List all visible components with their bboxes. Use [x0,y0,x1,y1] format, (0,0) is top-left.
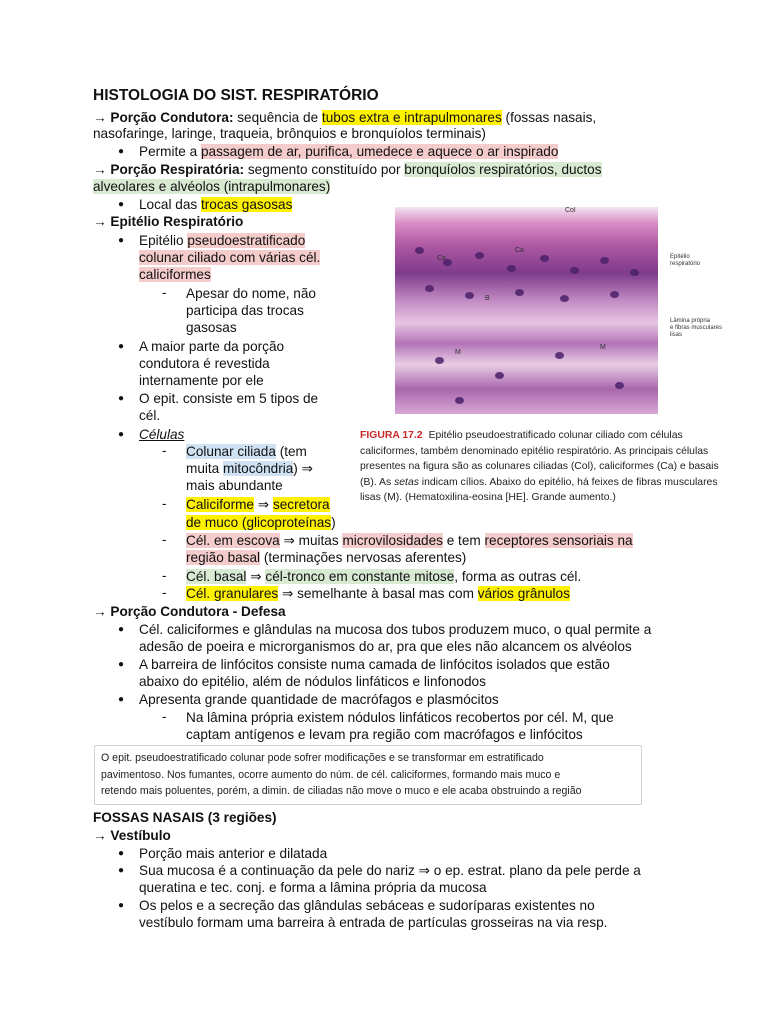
bullet-icon: ● [118,900,125,911]
dash-marker: - [162,709,167,724]
figure-label-m: M [600,344,606,351]
text-line: Na lâmina própria existem nódulos linfáticos recobertos por cél. M, que [186,710,614,725]
section-heading: → Epitélio Respiratório [93,214,244,229]
text-line: Cél. basal ⇒ cél-tronco em constante mitose, forma as outras cél. [186,569,582,584]
bullet-icon: ● [118,624,125,635]
cell-nucleus [600,257,609,264]
figure-label-ca: Ca [515,247,524,254]
figure-label-b: B [485,295,490,302]
cell-nucleus [425,285,434,292]
section-heading: FOSSAS NASAIS (3 regiões) [93,810,277,825]
text-line: caliciformes [139,267,211,282]
cell-nucleus [455,397,464,404]
figure-side-label [670,318,722,339]
dash-marker: - [162,585,167,600]
text-line: Células [139,427,185,442]
bullet-icon: ● [118,865,125,876]
text-line: Apesar do nome, não [186,286,316,301]
text-line: vestíbulo formam uma barreira à entrada de partículas grosseiras na via resp. [139,915,608,930]
figure-side-label-line: Lâmina própria [670,318,711,324]
cell-nucleus [507,265,516,272]
text-line: colunar ciliado com várias cél. [139,250,321,265]
caption-line: presentes na figura são as colunares ciliadas (Col), caliciformes (Ca) e basais [360,461,719,472]
text-line: Permite a passagem de ar, purifica, umedece e aquece o ar inspirado [139,144,559,159]
cell-nucleus [495,372,504,379]
bullet-icon: ● [118,235,125,246]
figure-side-label-line: e fibras musculares [670,325,723,331]
bullet-icon: ● [118,341,125,352]
dash-marker: - [162,496,167,511]
bullet-icon: ● [118,199,125,210]
text-line: mais abundante [186,478,283,493]
cell-nucleus [555,352,564,359]
text-line: queratina e tec. conj. e forma a lâmina própria da mucosa [139,880,487,895]
text-line: condutora é revestida [139,356,270,371]
bullet-icon: ● [118,694,125,705]
text-line: Colunar ciliada (tem [186,444,307,459]
text-line: A barreira de linfócitos consiste numa camada de linfócitos isolados que estão [139,657,610,672]
cell-nucleus [560,295,569,302]
text-line: Local das trocas gasosas [139,197,293,212]
cell-nucleus [630,269,639,276]
figure-label-ca: Ca [437,255,446,262]
text-line: adesão de poeira e microrganismos do ar, pra que eles não alcancem os alvéolos [139,639,632,654]
page-title: HISTOLOGIA DO SIST. RESPIRATÓRIO [93,87,379,104]
note-line: retendo mais poluentes, porém, a dimin. de ciliadas não move o muco e ele acaba obstruindo a região [101,785,582,797]
note-box [94,745,642,805]
cell-nucleus [570,267,579,274]
note-line: O epit. pseudoestratificado colunar pode sofrer modificações e se transformar em estratificado [101,752,544,764]
text-line: nasofaringe, laringe, traqueia, brônquios e bronquíolos terminais) [93,126,486,141]
text-line: Porção mais anterior e dilatada [139,846,328,861]
text-line: A maior parte da porção [139,339,285,354]
text-line: Epitélio pseudoestratificado [139,233,306,248]
cell-nucleus [465,292,474,299]
text-line: Cél. granulares ⇒ semelhante à basal mas com vários grânulos [186,586,570,601]
section-heading: → Porção Condutora - Defesa [93,604,286,619]
text-line: gasosas [186,320,237,335]
text-line: Caliciforme ⇒ secretora [186,497,330,512]
cell-nucleus [515,289,524,296]
caption-text: Epitélio pseudoestratificado colunar ciliado com células [428,430,683,441]
text-line: captam antígenos e levam pra região com macrófagos e linfócitos [186,727,583,742]
text-line: → Porção Condutora: sequência de tubos extra e intrapulmonares (fossas nasais, [93,110,597,125]
section-heading: → Vestíbulo [93,828,171,843]
figure-side-label-line: lisas [670,332,683,338]
figure-tag: FIGURA 17.2 [360,430,423,441]
bullet-icon: ● [118,393,125,404]
cell-nucleus [610,291,619,298]
text-line: Cél. caliciformes e glândulas na mucosa dos tubos produzem muco, o qual permite a [139,622,652,637]
text-line: Cél. em escova ⇒ muitas microvilosidades e tem receptores sensoriais na [186,533,633,548]
dash-marker: - [162,568,167,583]
figure-label-m: M [455,349,461,356]
note-line: pavimentoso. Nos fumantes, ocorre aumento do núm. de cél. caliciformes, formando mais muco e [101,768,561,781]
bullet-icon: ● [118,429,125,440]
figure-side-label-line: respiratório [670,261,701,267]
figure-caption [360,428,758,506]
text-line: cél. [139,408,161,423]
bullet-icon: ● [118,848,125,859]
text-line: → Porção Respiratória: segmento constituído por bronquíolos respiratórios, ductos [93,162,602,177]
figure-label-col: Col [565,207,576,214]
text-line: O epit. consiste em 5 tipos de [139,391,319,406]
figure-side-label-line: Epitélio [670,254,690,260]
bullet-icon: ● [118,659,125,670]
histology-micrograph [395,207,658,414]
dash-marker: - [162,285,167,300]
text-line: abaixo do epitélio, além de nódulos linfáticos e linfonodos [139,674,486,689]
text-line: Apresenta grande quantidade de macrófagos e plasmócitos [139,692,499,707]
dash-marker: - [162,532,167,547]
text-line: alveolares e alvéolos (intrapulmonares) [93,179,331,194]
caption-line: (B). As setas indicam cílios. Abaixo do epitélio, há feixes de fibras musculares [360,476,718,488]
text-line: Sua mucosa é a continuação da pele do nariz ⇒ o ep. estrat. plano da pele perde a [139,863,641,878]
caption-line [360,428,758,444]
text-line: participa das trocas [186,303,304,318]
cell-nucleus [475,252,484,259]
dash-marker: - [162,443,167,458]
cell-nucleus [435,357,444,364]
caption-line: caliciformes, também denominado epitélio respiratório. As principais células [360,445,709,457]
cell-nucleus [615,382,624,389]
text-line: muita mitocôndria) ⇒ [186,461,313,476]
cell-nucleus [415,247,424,254]
caption-line: lisas (M). (Hematoxilina-eosina [HE]. Grande aumento.) [360,492,616,503]
text-line: internamente por ele [139,373,264,388]
cell-nucleus [540,255,549,262]
text-line: região basal (terminações nervosas aferentes) [186,550,467,565]
text-line: Os pelos e a secreção das glândulas sebáceas e sudoríparas existentes no [139,898,595,913]
bullet-icon: ● [118,146,125,157]
figure-side-label [670,254,700,268]
text-line: de muco (glicoproteínas) [186,515,336,530]
